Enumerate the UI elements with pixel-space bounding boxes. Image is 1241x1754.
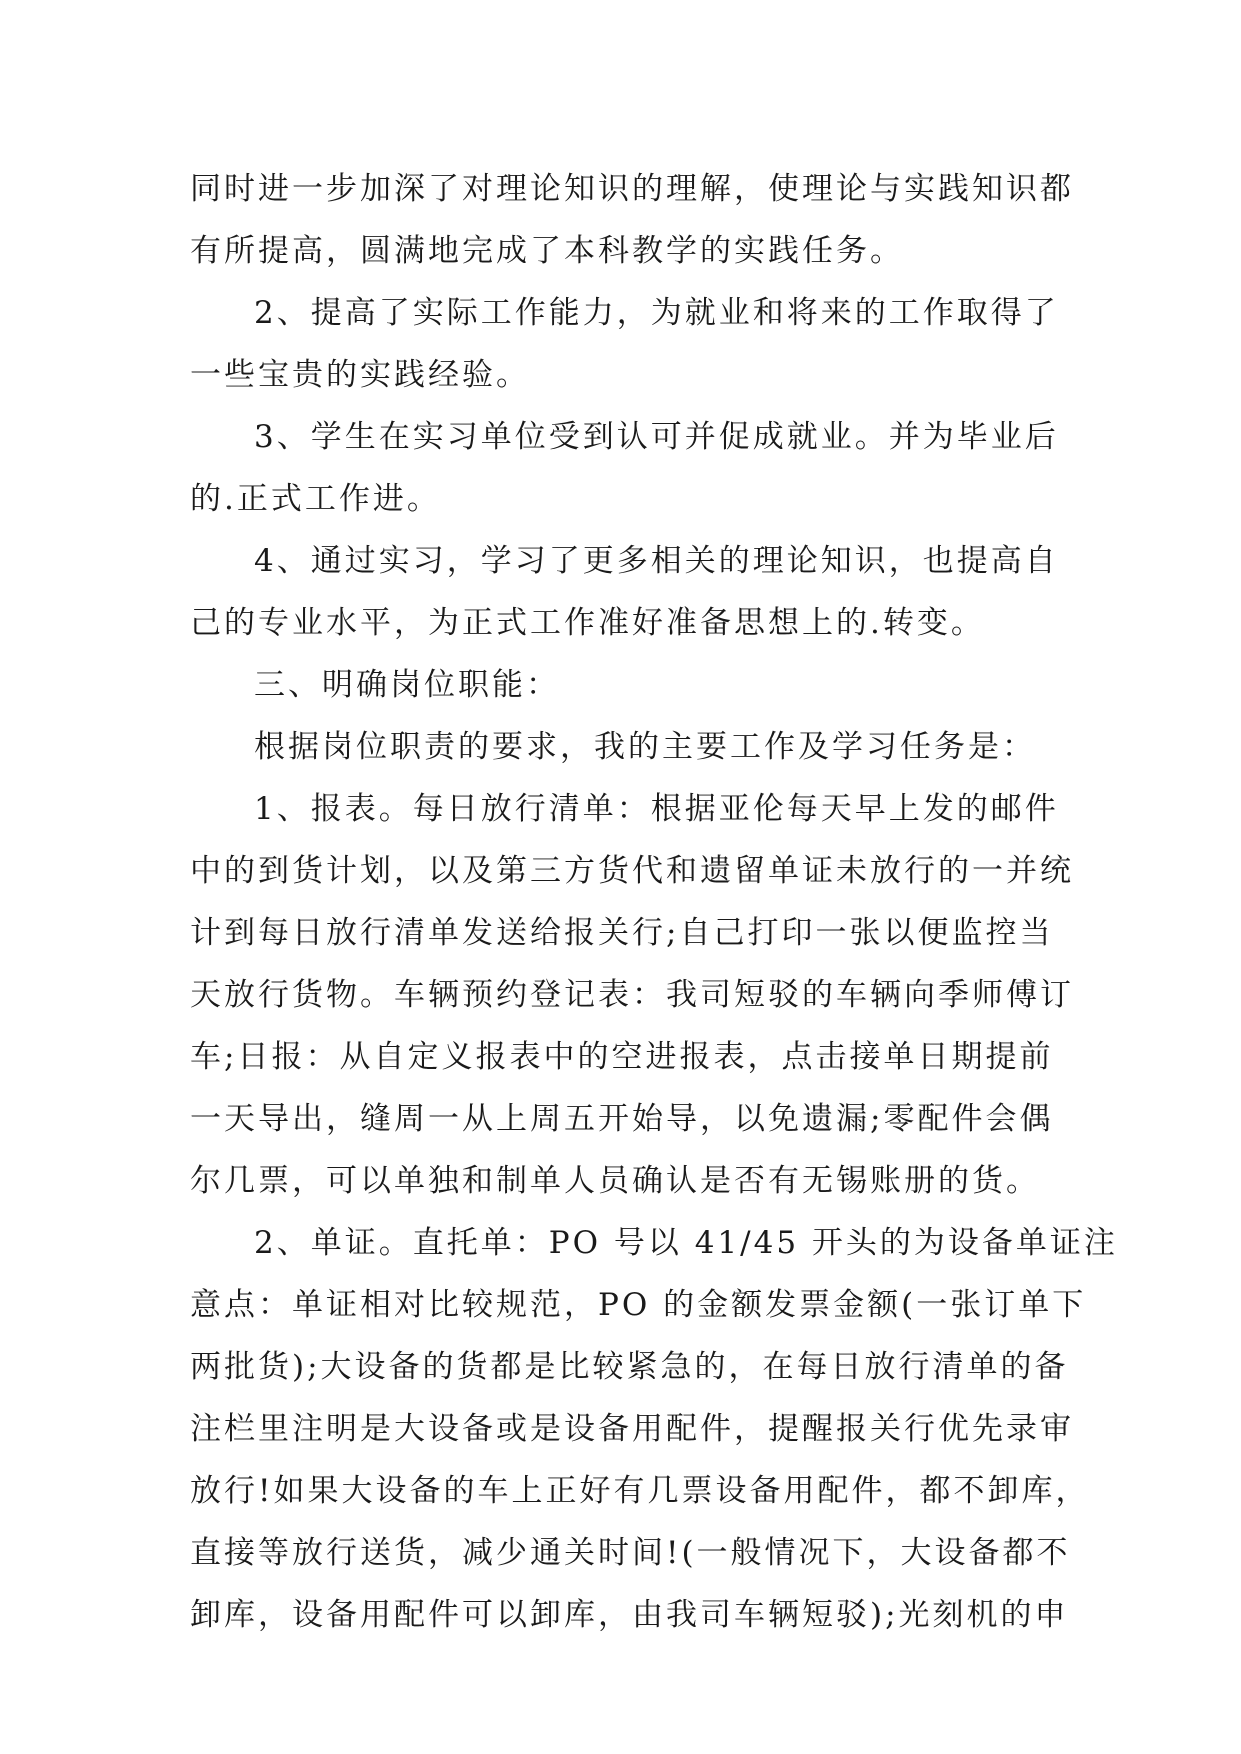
text-line: 计到每日放行清单发送给报关行;自己打印一张以便监控当: [190, 915, 1054, 951]
text-line: 注栏里注明是大设备或是设备用配件，提醒报关行优先录审: [190, 1411, 1074, 1447]
text-line: 同时进一步加深了对理论知识的理解，使理论与实践知识都: [190, 171, 1074, 207]
body-text: [190, 158, 1118, 1646]
paragraph-start: 2、提高了实际工作能力，为就业和将来的工作取得了: [254, 295, 1059, 331]
text-line: 尔几票，可以单独和制单人员确认是否有无锡账册的货。: [190, 1163, 1040, 1199]
paragraph-start: 2、单证。直托单：PO 号以 41/45 开头的为设备单证注: [254, 1225, 1118, 1261]
text-line: 有所提高，圆满地完成了本科教学的实践任务。: [190, 233, 904, 269]
paragraph-start: 3、学生在实习单位受到认可并促成就业。并为毕业后: [254, 419, 1059, 455]
text-line: 直接等放行送货，减少通关时间!(一般情况下，大设备都不: [190, 1535, 1071, 1571]
text-line: 意点：单证相对比较规范，PO 的金额发票金额(一张订单下: [190, 1287, 1087, 1323]
paragraph-start: 根据岗位职责的要求，我的主要工作及学习任务是：: [254, 729, 1036, 765]
paragraph-start: 1、报表。每日放行清单：根据亚伦每天早上发的邮件: [254, 791, 1059, 827]
text-line: 车;日报：从自定义报表中的空进报表，点击接单日期提前: [190, 1039, 1054, 1075]
text-line: 两批货);大设备的货都是比较紧急的，在每日放行清单的备: [190, 1349, 1069, 1385]
section-heading: 三、明确岗位职能：: [254, 667, 560, 703]
text-line: 的.正式工作进。: [190, 481, 441, 517]
text-line: 卸库，设备用配件可以卸库，由我司车辆短驳);光刻机的申: [190, 1597, 1069, 1633]
text-line: 放行!如果大设备的车上正好有几票设备用配件，都不卸库，: [190, 1473, 1090, 1509]
text-line: 天放行货物。车辆预约登记表：我司短驳的车辆向季师傅订: [190, 977, 1074, 1013]
paragraph-start: 4、通过实习，学习了更多相关的理论知识，也提高自: [254, 543, 1059, 579]
text-line: 己的专业水平，为正式工作准好准备思想上的.转变。: [190, 605, 985, 641]
text-line: 中的到货计划，以及第三方货代和遗留单证未放行的一并统: [190, 853, 1074, 889]
text-line: 一些宝贵的实践经验。: [190, 357, 530, 393]
text-line: 一天导出，缝周一从上周五开始导，以免遗漏;零配件会偶: [190, 1101, 1054, 1137]
